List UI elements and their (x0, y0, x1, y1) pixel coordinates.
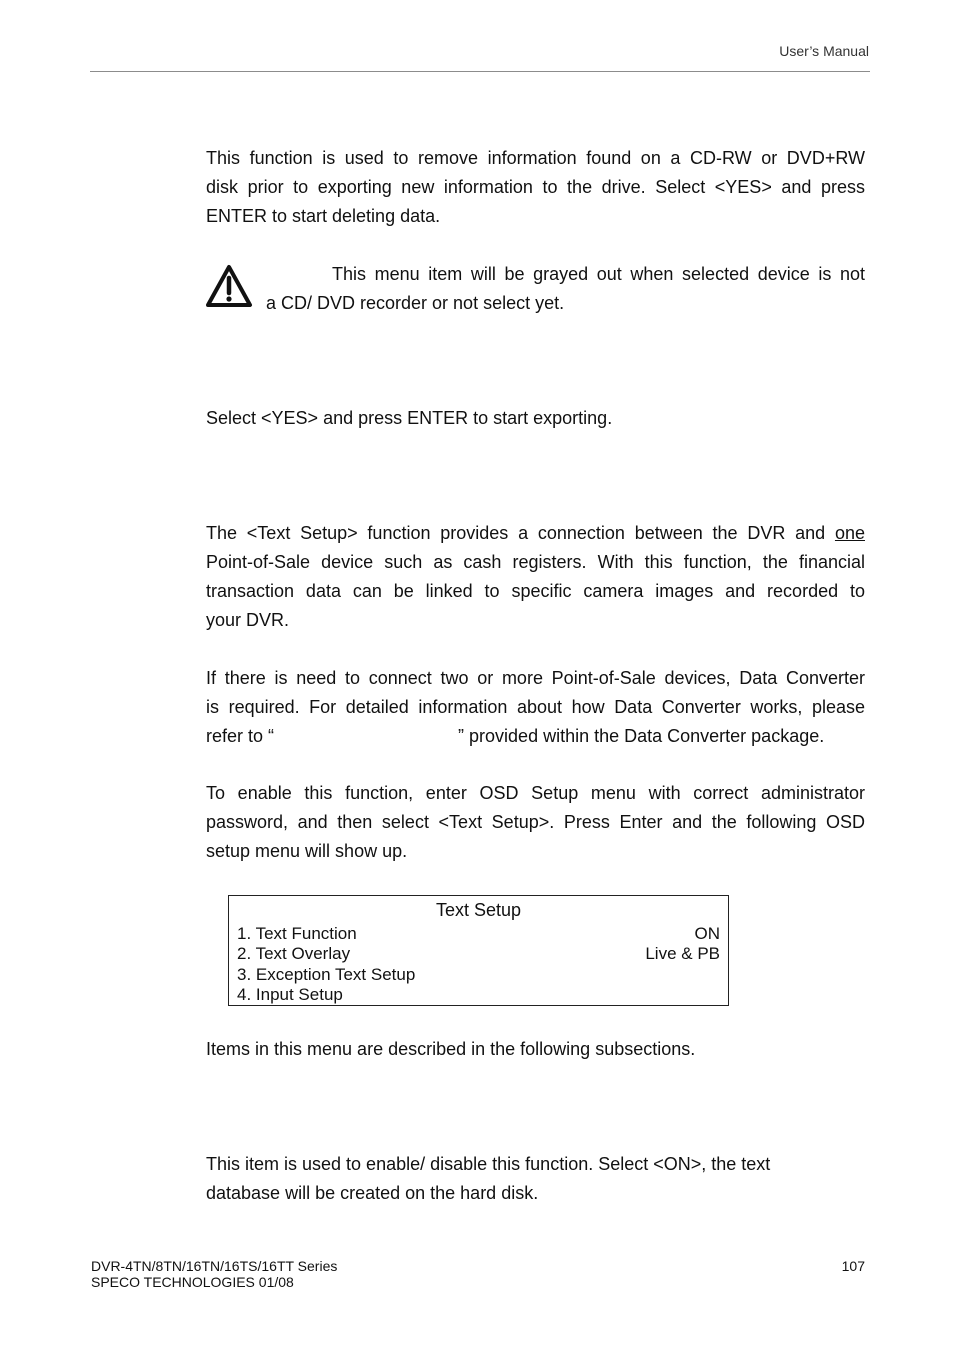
converter-line-1: If there is need to connect two or more Point-of-Sale devices, Data Converter (206, 668, 865, 688)
text-function-line-2: database will be created on the hard disk. (206, 1183, 539, 1203)
intro-line-1-text: The <Text Setup> function provides a connection between the DVR and (206, 523, 826, 543)
osd-item-value: Live & PB (645, 944, 720, 963)
osd-menu-item (237, 965, 720, 985)
text-setup-intro-paragraph (206, 519, 865, 635)
note-line-2: a CD/ DVD recorder or not select yet. (266, 293, 565, 313)
page-number: 107 (841, 1258, 865, 1274)
osd-item-label: 2. Text Overlay (237, 944, 351, 963)
osd-menu-item (237, 944, 720, 964)
osd-item-label: 3. Exception Text Setup (237, 965, 416, 984)
enable-paragraph (206, 779, 865, 866)
header-divider (90, 71, 870, 72)
osd-menu-item (237, 924, 720, 944)
converter-line-3-start: refer to “ (206, 726, 275, 746)
running-header: User’s Manual (779, 43, 869, 59)
converter-line-3 (206, 722, 865, 751)
footer-series: DVR-4TN/8TN/16TN/16TS/16TT Series (91, 1258, 338, 1274)
osd-menu-item (237, 985, 720, 1005)
intro-line-2: Point-of-Sale device such as cash registers. With this function, the financial (206, 552, 865, 572)
converter-line-3-end: ” provided within the Data Converter package. (458, 726, 825, 746)
erase-line-3: ENTER to start deleting data. (206, 206, 441, 226)
osd-menu-title: Text Setup (435, 900, 522, 920)
erase-line-1: This function is used to remove information found on a CD-RW or DVD+RW (206, 148, 865, 168)
intro-underlined-word: one (834, 523, 865, 543)
erase-paragraph (206, 144, 865, 231)
warning-triangle-icon (205, 263, 253, 309)
text-function-line-1: This item is used to enable/ disable this function. Select <ON>, the text (206, 1154, 771, 1174)
osd-item-label: 4. Input Setup (237, 985, 343, 1004)
osd-item-value: ON (694, 924, 720, 943)
enable-line-2: password, and then select <Text Setup>. Press Enter and the following OSD (206, 812, 865, 832)
text-function-paragraph (206, 1150, 770, 1208)
enable-line-1: To enable this function, enter OSD Setup menu with correct administrator (206, 783, 865, 803)
osd-item-label: 1. Text Function (237, 924, 357, 943)
intro-line-3: transaction data can be linked to specific camera images and recorded to (206, 581, 865, 601)
osd-text-setup-menu (228, 895, 729, 1006)
converter-paragraph (206, 664, 865, 751)
footer-info (91, 1258, 337, 1290)
erase-line-2: disk prior to exporting new information to the drive. Select <YES> and press (206, 177, 865, 197)
intro-line-4: your DVR. (206, 610, 290, 630)
note-line-1: This menu item will be grayed out when selected device is not (332, 264, 865, 284)
enable-line-3: setup menu will show up. (206, 841, 408, 861)
export-paragraph: Select <YES> and press ENTER to start exporting. (206, 408, 613, 428)
items-paragraph: Items in this menu are described in the following subsections. (206, 1039, 696, 1059)
footer-company: SPECO TECHNOLOGIES 01/08 (91, 1274, 294, 1290)
intro-line-1 (206, 519, 865, 548)
converter-line-2: is required. For detailed information about how Data Converter works, please (206, 697, 865, 717)
